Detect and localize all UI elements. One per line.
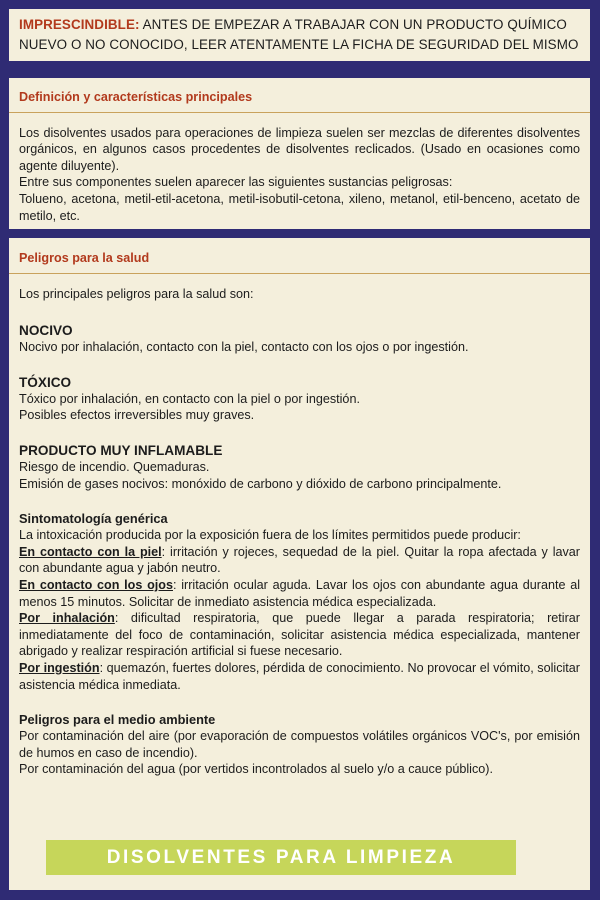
environment-heading: Peligros para el medio ambiente — [19, 712, 216, 728]
eye-contact-text: : irritación ocular aguda. Lavar los ojos con abundante agua durante al menos 15 minutos. Solicitar de inmediato asistencia médica especializada. — [19, 577, 581, 609]
inflamable-heading: PRODUCTO MUY INFLAMABLE — [19, 442, 223, 458]
inflamable-text-1: Riesgo de incendio. Quemaduras. — [19, 459, 210, 474]
warning-lead: IMPRESCINDIBLE: — [19, 17, 140, 32]
definition-section — [9, 78, 590, 229]
skin-contact-text: : irritación y rojeces, sequedad de la piel. Quitar la ropa afectada y lavar con abundante agua y jabón neutro. — [19, 544, 581, 576]
title-banner: DISOLVENTES PARA LIMPIEZA — [46, 840, 516, 875]
inflamable-text-2: Emisión de gases nocivos: monóxido de carbono y dióxido de carbono principalmente. — [19, 476, 502, 491]
nocivo-text: Nocivo por inhalación, contacto con la piel, contacto con los ojos o por ingestión. — [19, 340, 469, 355]
inhalation-text: : dificultad respiratoria, que puede llegar a parada respiratoria; retirar inmediatamente del foco de contaminación, solicitar asistencia médica especializada, mantener abrigado y realizar respiración artificial si fuese necesario. — [19, 611, 580, 659]
toxico-heading: TÓXICO — [19, 374, 72, 390]
health-hazards-section — [9, 238, 590, 890]
nocivo-heading: NOCIVO — [19, 323, 73, 339]
eye-contact-item — [19, 577, 580, 610]
section-divider — [9, 273, 590, 274]
warning-text-1: ANTES DE EMPEZAR A TRABAJAR CON UN PRODUCTO QUÍMICO — [139, 17, 567, 32]
definition-paragraph-2: Entre sus componentes suelen aparecer las siguientes sustancias peligrosas: — [19, 175, 453, 190]
health-title: Peligros para la salud — [19, 251, 150, 265]
toxico-text-1: Tóxico por inhalación, en contacto con la piel o por ingestión. — [19, 391, 360, 406]
skin-contact-item — [19, 544, 580, 577]
inhalation-label: Por inhalación — [19, 611, 115, 626]
definition-paragraph-3: Tolueno, acetona, metil-etil-acetona, metil-isobutil-cetona, xileno, metanol, etil-benceno, acetato de metilo, etc. — [19, 191, 580, 223]
symptoms-heading: Sintomatología genérica — [19, 511, 168, 527]
symptoms-intro: La intoxicación producida por la exposición fuera de los límites permitidos puede producir: — [19, 528, 521, 543]
section-divider — [9, 112, 590, 113]
ingestion-label: Por ingestión — [19, 660, 100, 675]
eye-contact-label: En contacto con los ojos — [19, 577, 173, 592]
warning-box — [9, 9, 590, 61]
inhalation-item — [19, 610, 580, 660]
definition-paragraph-1: Los disolventes usados para operaciones de limpieza suelen ser mezclas de diferentes disolventes orgánicos, en algunos casos procedentes de disolventes reclicados. (Usado en ocasiones como agente diluyente). — [19, 125, 580, 173]
warning-line-1 — [19, 15, 580, 35]
ingestion-item — [19, 660, 580, 693]
skin-contact-label: En contacto con la piel — [19, 544, 162, 559]
environment-text-1: Por contaminación del aire (por evaporación de compuestos volátiles orgánicos VOC's, por emisión de humos en caso de incendio). — [19, 729, 580, 760]
toxico-text-2: Posibles efectos irreversibles muy graves. — [19, 408, 255, 423]
environment-text-2: Por contaminación del agua (por vertidos incontrolados al suelo y/o a cauce público). — [19, 762, 493, 777]
warning-text-2: NUEVO O NO CONOCIDO, LEER ATENTAMENTE LA FICHA DE SEGURIDAD DEL MISMO — [19, 37, 579, 52]
ingestion-text: : quemazón, fuertes dolores, pérdida de conocimiento. No provocar el vómito, solicitar asistencia médica inmediata. — [19, 660, 580, 692]
health-intro: Los principales peligros para la salud son: — [19, 286, 254, 301]
definition-title: Definición y características principales — [19, 90, 253, 104]
